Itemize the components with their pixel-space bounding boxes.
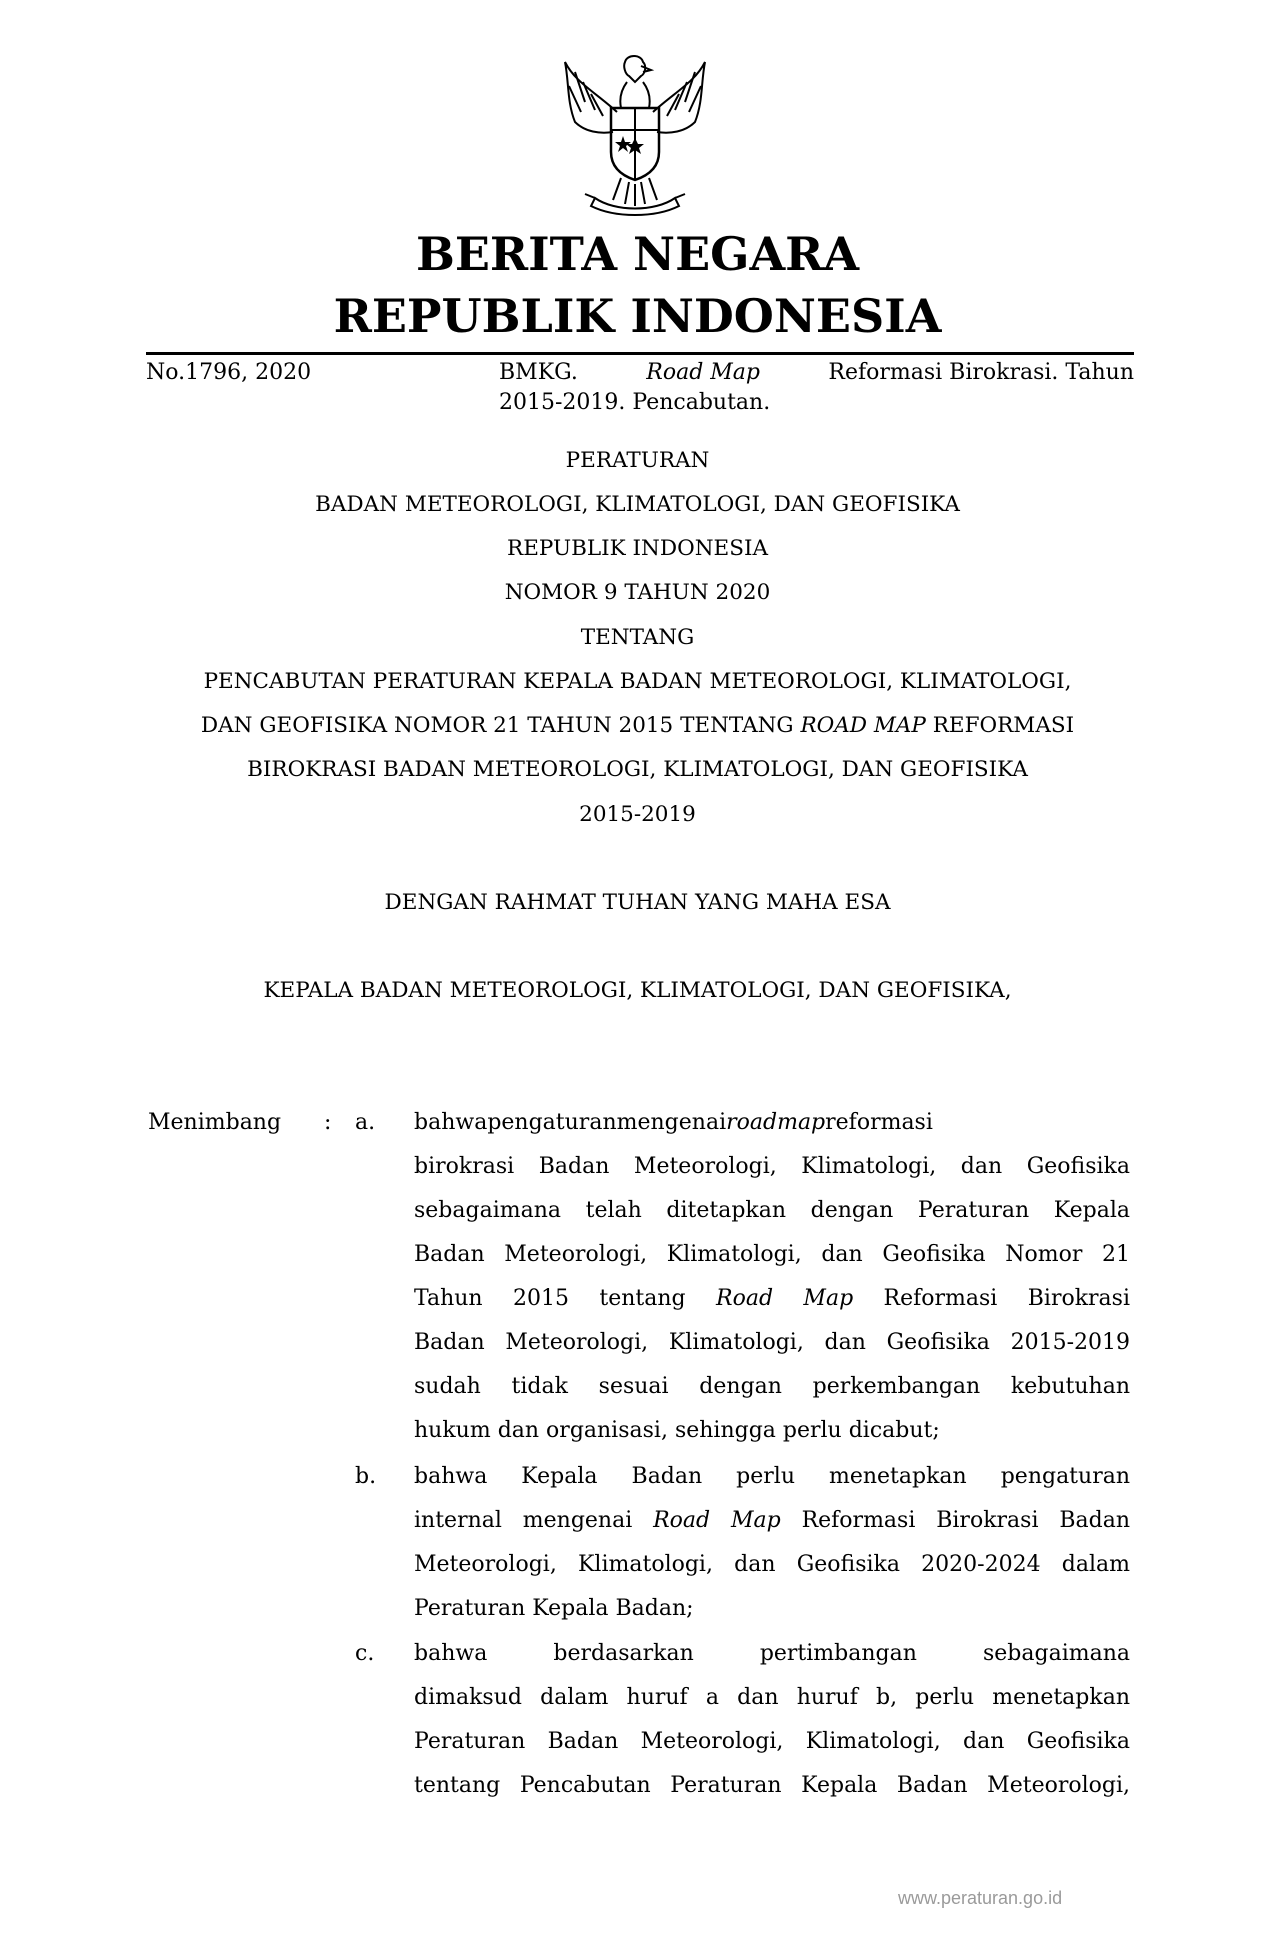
item-b-text (414, 1455, 1130, 1631)
heading-year: 2015-2019 (579, 802, 696, 827)
blessing: DENGAN RAHMAT TUHAN YANG MAHA ESA (384, 890, 891, 915)
item-a-line: Badan Meteorologi, Klimatologi, dan Geofisika 2015-2019 (414, 1330, 1130, 1355)
item-a-text (414, 1101, 1130, 1453)
item-c-text (414, 1632, 1130, 1808)
heading-subject-2a: DAN GEOFISIKA NOMOR 21 TAHUN 2015 TENTANG (200, 713, 801, 738)
heading-tentang: TENTANG (580, 625, 695, 650)
summary-line2: 2015-2019. Pencabutan. (499, 390, 771, 415)
item-c-line: bahwa berdasarkan pertimbangan sebagaimana (414, 1641, 1130, 1666)
gazette-number: No.1796, 2020 (146, 360, 312, 385)
item-a-line: Badan Meteorologi, Klimatologi, dan Geofisika Nomor 21 (414, 1242, 1130, 1267)
item-a-line: bahwapengaturanmengenairoadmapreformasi (414, 1110, 933, 1135)
authority: KEPALA BADAN METEOROLOGI, KLIMATOLOGI, DAN GEOFISIKA, (263, 978, 1012, 1003)
considering-colon: : (324, 1110, 332, 1135)
heading-subject-2b: ROAD MAP (800, 713, 926, 738)
heading-peraturan: PERATURAN (565, 448, 710, 473)
item-b-line: internal mengenai Road Map Reformasi Birokrasi Badan (414, 1508, 1130, 1533)
item-a-line: birokrasi Badan Meteorologi, Klimatologi, dan Geofisika (414, 1154, 1130, 1179)
item-a-line: hukum dan organisasi, sehingga perlu dicabut; (414, 1418, 940, 1443)
item-b-line: Peraturan Kepala Badan; (414, 1596, 694, 1621)
footer-url[interactable]: www.peraturan.go.id (898, 1888, 1063, 1908)
item-a-line: sudah tidak sesuai dengan perkembangan kebutuhan (414, 1374, 1130, 1399)
item-c-line: Peraturan Badan Meteorologi, Klimatologi, dan Geofisika (414, 1729, 1130, 1754)
heading-subject-2 (0, 711, 1275, 741)
summary-rest: Reformasi Birokrasi. Tahun (828, 360, 1134, 385)
gazette-subtitle: REPUBLIK INDONESIA (333, 289, 942, 343)
item-a-line: sebagaimana telah ditetapkan dengan Peraturan Kepala (414, 1198, 1130, 1223)
gazette-summary (499, 358, 1134, 418)
summary-italic: Road Map (646, 360, 761, 385)
heading-subject-3: BIROKRASI BADAN METEOROLOGI, KLIMATOLOGI, DAN GEOFISIKA (247, 757, 1028, 782)
item-c-letter: c. (355, 1641, 375, 1666)
heading-number: NOMOR 9 TAHUN 2020 (504, 580, 771, 605)
item-a-line: Tahun 2015 tentang Road Map Reformasi Birokrasi (414, 1286, 1130, 1311)
heading-country: REPUBLIK INDONESIA (507, 536, 768, 561)
item-b-line: bahwa Kepala Badan perlu menetapkan pengaturan (414, 1464, 1130, 1489)
garuda-emblem-icon (555, 52, 715, 217)
item-c-line: tentang Pencabutan Peraturan Kepala Badan Meteorologi, (414, 1773, 1130, 1798)
item-c-line: dimaksud dalam huruf a dan huruf b, perlu menetapkan (414, 1685, 1130, 1710)
item-b-letter: b. (355, 1464, 377, 1489)
heading-subject-1: PENCABUTAN PERATURAN KEPALA BADAN METEOROLOGI, KLIMATOLOGI, (203, 669, 1072, 694)
item-b-line: Meteorologi, Klimatologi, dan Geofisika 2020-2024 dalam (414, 1552, 1130, 1577)
header-rule (146, 352, 1134, 355)
summary-agency: BMKG. (499, 360, 578, 385)
gazette-title: BERITA NEGARA (415, 227, 860, 281)
heading-agency: BADAN METEOROLOGI, KLIMATOLOGI, DAN GEOFISIKA (315, 492, 960, 517)
considering-label: Menimbang (148, 1110, 282, 1135)
heading-subject-2c: REFORMASI (925, 713, 1075, 738)
item-a-letter: a. (355, 1110, 376, 1135)
